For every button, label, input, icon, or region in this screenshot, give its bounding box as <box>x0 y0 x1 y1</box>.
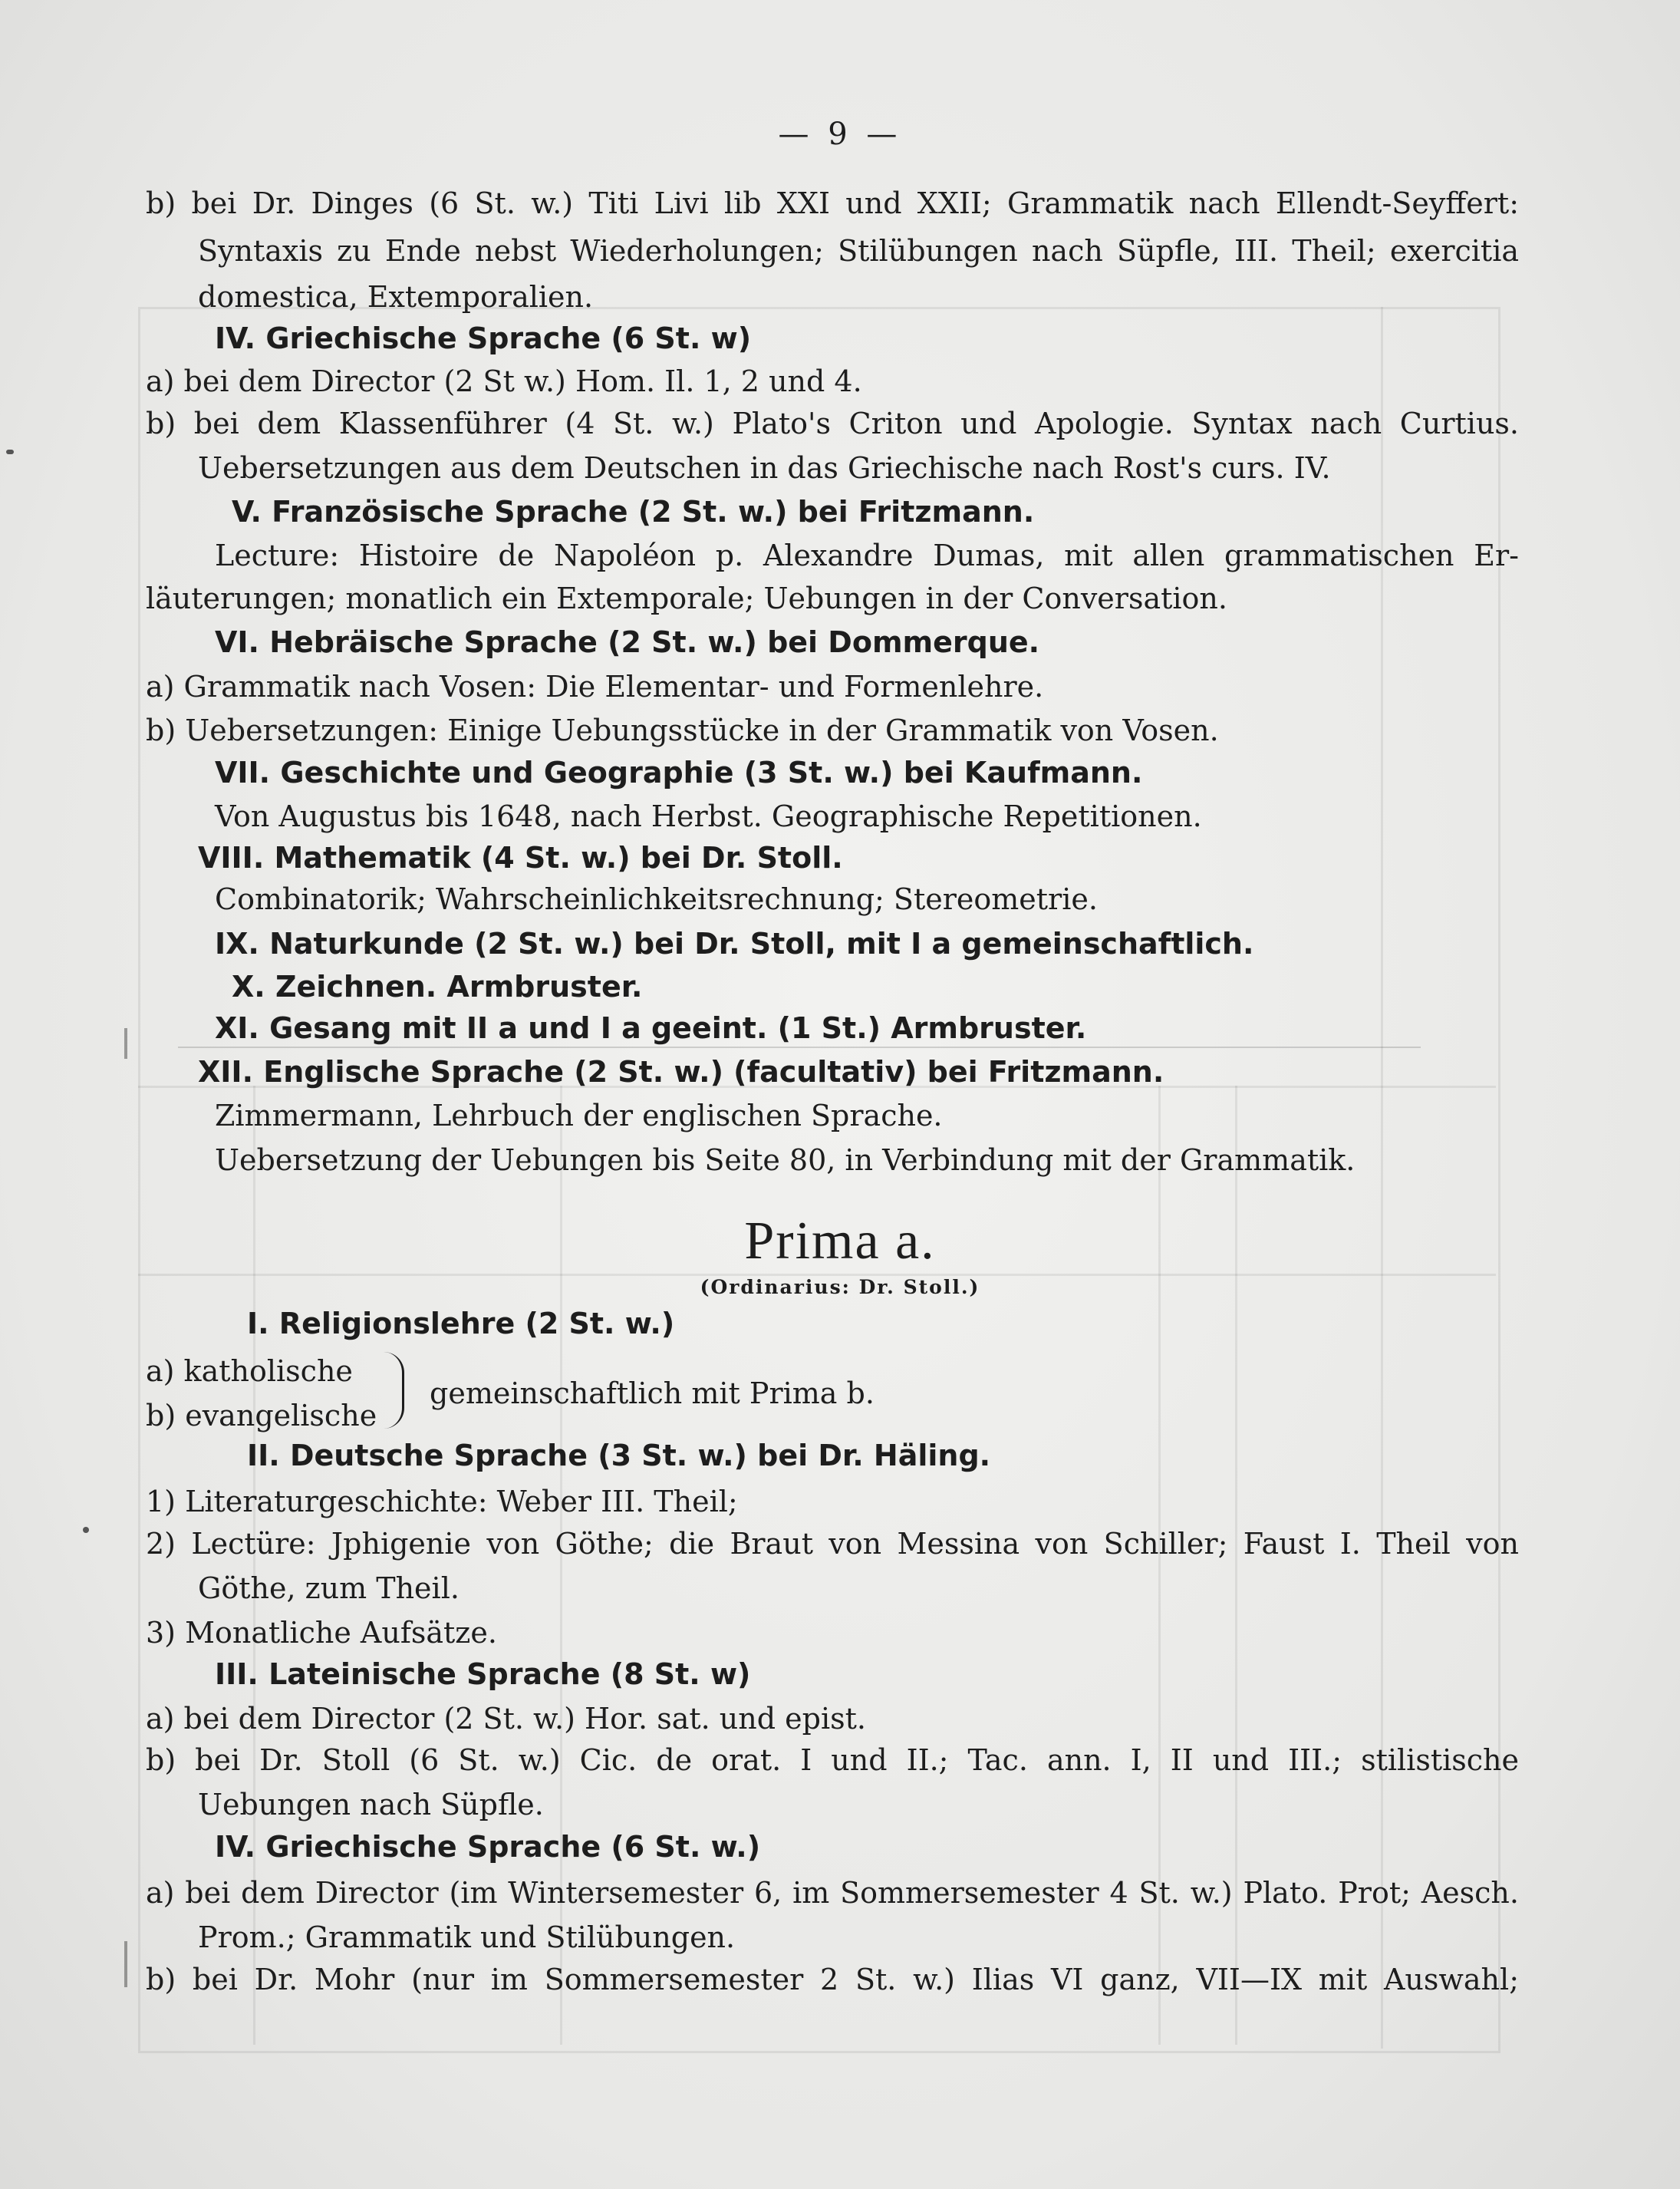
margin-rule <box>124 1941 127 1987</box>
text-line: Göthe, zum Theil. <box>198 1571 460 1605</box>
section-heading: IV. Griechische Sprache (6 St. w) <box>215 321 752 355</box>
section-heading: X. Zeichnen. Armbruster. <box>232 970 643 1004</box>
text-line: a) bei dem Director (im Wintersemester 6, im Sommersemester 4 St. w.) Plato. Prot; Aesch. <box>146 1876 1519 1910</box>
text-line: gemeinschaftlich mit Prima b. <box>430 1376 875 1410</box>
text-line: Von Augustus bis 1648, nach Herbst. Geographische Repetitionen. <box>215 799 1202 833</box>
section-heading: V. Französische Sprache (2 St. w.) bei Fritzmann. <box>232 495 1035 529</box>
text-line: läuterungen; monatlich ein Extemporale; Uebungen in der Conversation. <box>146 582 1227 615</box>
ink-speck <box>83 1527 89 1533</box>
section-heading: III. Lateinische Sprache (8 St. w) <box>215 1657 751 1691</box>
text-line: b) bei dem Klassenführer (4 St. w.) Plato's Criton und Apologie. Syntax nach Curtius. <box>146 407 1519 440</box>
text-line: b) bei Dr. Mohr (nur im Sommersemester 2 St. w.) Ilias VI ganz, VII—IX mit Auswahl; <box>146 1963 1519 1996</box>
margin-rule <box>124 1028 127 1059</box>
section-heading: XII. Englische Sprache (2 St. w.) (facultativ) bei Fritzmann. <box>198 1055 1164 1089</box>
section-subtitle: (Ordinarius: Dr. Stoll.) <box>700 1276 980 1298</box>
text-line: Combinatorik; Wahrscheinlichkeitsrechnung; Stereometrie. <box>215 882 1098 916</box>
section-heading: II. Deutsche Sprache (3 St. w.) bei Dr. Häling. <box>247 1439 991 1472</box>
text-line: 2) Lectüre: Jphigenie von Göthe; die Braut von Messina von Schiller; Faust I. Theil von <box>146 1527 1519 1561</box>
text-line: b) bei Dr. Stoll (6 St. w.) Cic. de orat. I und II.; Tac. ann. I, II und III.; stilistische <box>146 1743 1519 1777</box>
page-number: — 9 — <box>778 117 902 152</box>
text-line: b) evangelische <box>146 1399 377 1432</box>
section-heading: IX. Naturkunde (2 St. w.) bei Dr. Stoll, mit I a gemeinschaftlich. <box>215 927 1254 961</box>
text-line: a) Grammatik nach Vosen: Die Elementar- und Formenlehre. <box>146 670 1044 704</box>
text-line: a) bei dem Director (2 St w.) Hom. Il. 1, 2 und 4. <box>146 364 862 398</box>
section-heading: VIII. Mathematik (4 St. w.) bei Dr. Stoll. <box>198 841 843 875</box>
curly-brace <box>384 1352 404 1429</box>
text-line: 1) Literaturgeschichte: Weber III. Theil; <box>146 1485 738 1518</box>
section-heading: I. Religionslehre (2 St. w.) <box>247 1307 675 1340</box>
text-line: Syntaxis zu Ende nebst Wiederholungen; Stilübungen nach Süpfle, III. Theil; exercitia <box>198 234 1519 268</box>
section-heading: VI. Hebräische Sprache (2 St. w.) bei Dommerque. <box>215 625 1040 659</box>
text-line: domestica, Extemporalien. <box>198 280 594 314</box>
section-heading: VII. Geschichte und Geographie (3 St. w.) bei Kaufmann. <box>215 756 1143 790</box>
text-line: Prom.; Grammatik und Stilübungen. <box>198 1920 736 1954</box>
text-line: b) bei Dr. Dinges (6 St. w.) Titi Livi lib XXI und XXII; Grammatik nach Ellendt-Seyffert: <box>146 186 1519 220</box>
text-line: b) Uebersetzungen: Einige Uebungsstücke in der Grammatik von Vosen. <box>146 714 1219 747</box>
text-line: Uebersetzungen aus dem Deutschen in das Griechische nach Rost's curs. IV. <box>198 451 1331 485</box>
section-title: Prima a. <box>744 1212 936 1271</box>
text-line: Uebungen nach Süpfle. <box>198 1788 544 1821</box>
text-line: Lecture: Histoire de Napoléon p. Alexandre Dumas, mit allen grammatischen Er- <box>215 539 1519 572</box>
text-line: a) katholische <box>146 1354 353 1388</box>
text-line: 3) Monatliche Aufsätze. <box>146 1616 497 1650</box>
text-line: a) bei dem Director (2 St. w.) Hor. sat. und epist. <box>146 1702 866 1736</box>
text-line: Zimmermann, Lehrbuch der englischen Sprache. <box>215 1099 943 1132</box>
ink-speck <box>6 450 14 454</box>
text-line: Uebersetzung der Uebungen bis Seite 80, in Verbindung mit der Grammatik. <box>215 1143 1356 1177</box>
section-heading: IV. Griechische Sprache (6 St. w.) <box>215 1830 761 1864</box>
section-heading: XI. Gesang mit II a und I a geeint. (1 St.) Armbruster. <box>215 1011 1087 1045</box>
section-rule <box>178 1047 1421 1048</box>
